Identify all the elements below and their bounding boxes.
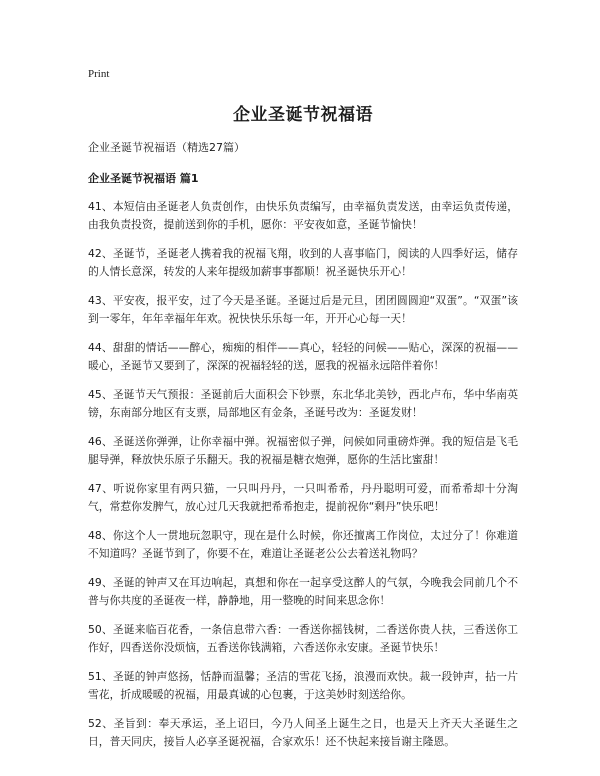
print-link[interactable]: Print <box>88 68 110 80</box>
paragraph-52: 52、圣旨到：奉天承运，圣上诏曰，今乃人间圣上诞生之日，也是天上齐天大圣诞生之日，普天同庆，接旨人必享圣诞祝福，合家欢乐！还不快起来接旨谢主隆恩。 <box>88 717 518 748</box>
paragraph-51: 51、圣诞的钟声悠扬，恬静而温馨；圣洁的雪花飞扬，浪漫而欢快。裁一段钟声，拈一片雪花，折成暖暖的祝福，用最真诚的心包裹，于这美妙时刻送给你。 <box>88 670 518 701</box>
page-title: 企业圣诞节祝福语 <box>233 105 373 125</box>
paragraph-46: 46、圣诞送你弹弹，让你幸福中弹。祝福密似子弹，问候如同重磅炸弹。我的短信是飞毛腿导弹，释放快乐原子乐翻天。我的祝福是糖衣炮弹，愿你的生活比蜜甜！ <box>88 435 518 466</box>
paragraph-42: 42、圣诞节，圣诞老人携着我的祝福飞翔，收到的人喜事临门，阅读的人四季好运，储存的人情长意深，转发的人来年提级加薪事事都顺！祝圣诞快乐开心！ <box>88 247 518 278</box>
document-subtitle: 企业圣诞节祝福语（精选27篇） <box>88 141 245 154</box>
paragraph-49: 49、圣诞的钟声又在耳边响起，真想和你在一起享受这醉人的气氛，今晚我会同前几个不普与你共度的圣诞夜一样，静静地，用一整晚的时间来思念你！ <box>88 576 518 607</box>
paragraph-47: 47、听说你家里有两只猫，一只叫丹丹，一只叫希希，丹丹聪明可爱，而希希却十分淘气，常惹你发脾气，放心过几天我就把希希抱走，提前祝你“剩丹”快乐吧！ <box>88 482 518 513</box>
paragraph-50: 50、圣诞来临百花香，一条信息带六香：一香送你摇钱树，二香送你贵人扶，三香送你工作好，四香送你没烦恼，五香送你钱满箱，六香送你永安康。圣诞节快乐！ <box>88 623 518 654</box>
paragraph-48: 48、你这个人一贯地玩忽职守，现在是什么时候，你还擅离工作岗位，太过分了！你难道不知道吗？圣诞节到了，你要不在，难道让圣诞老公公去着送礼物吗？ <box>88 529 518 560</box>
paragraph-44: 44、甜甜的情话——醉心，痴痴的相伴——真心，轻轻的问候——贴心，深深的祝福——暖心，圣诞节又要到了，深深的祝福轻轻的送，愿我的祝福永远陪伴着你！ <box>88 341 518 372</box>
paragraph-41: 41、本短信由圣诞老人负责创作，由快乐负责编写，由幸福负责发送，由幸运负责传递，由我负责投资，提前送到你的手机，愿你：平安夜如意，圣诞节愉快！ <box>88 200 518 231</box>
paragraph-45: 45、圣诞节天气预报：圣诞前后大面积会下钞票，东北华北美钞，西北卢布，华中华南英镑，东南部分地区有支票，局部地区有金条，圣诞号改为：圣诞发财！ <box>88 388 518 419</box>
section-heading: 企业圣诞节祝福语 篇1 <box>88 172 199 185</box>
paragraph-43: 43、平安夜，报平安，过了今天是圣诞。圣诞过后是元旦，团团圆圆迎“双蛋”。“双蛋”该到一零年，年年幸福年年欢。祝快快乐乐每一年，开开心心每一天！ <box>88 294 518 325</box>
